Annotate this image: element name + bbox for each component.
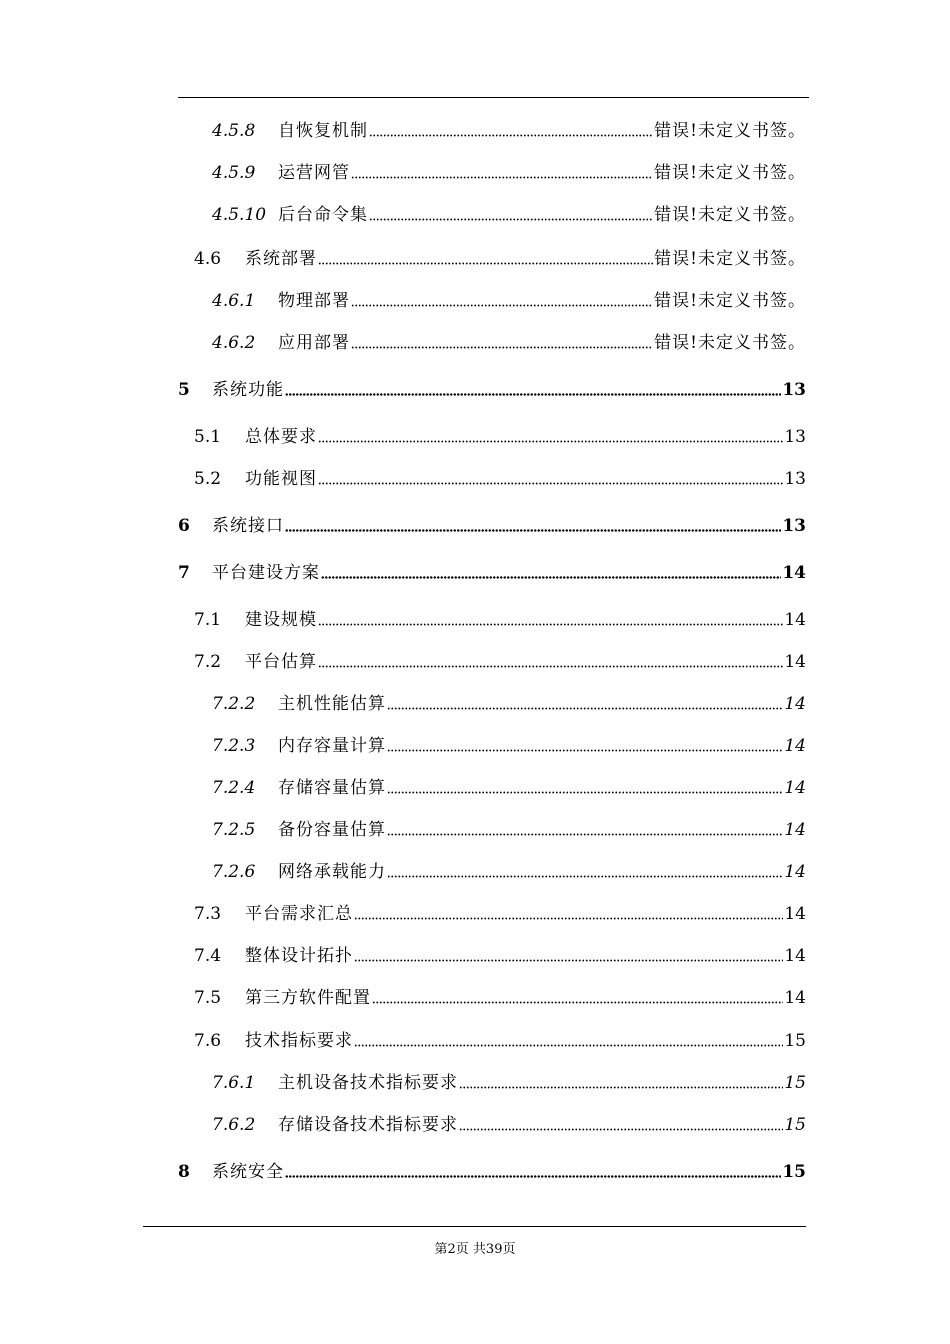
toc-entry[interactable] [212, 158, 806, 184]
toc-entry-page: 14 [784, 904, 806, 924]
toc-entry-page: 错误!未定义书签。 [654, 121, 806, 141]
toc-entry-title: 主机设备技术指标要求 [278, 1073, 458, 1093]
toc-entry-title: 整体设计拓扑 [245, 946, 353, 966]
toc-entry-number: 7.6.1 [212, 1073, 256, 1093]
toc-entry-number: 5.1 [194, 427, 222, 447]
toc-entry-number: 8 [178, 1162, 190, 1182]
toc-entry-page: 15 [784, 1073, 806, 1093]
toc-leader-dots [285, 392, 781, 397]
toc-entry[interactable] [212, 328, 806, 354]
toc-entry-page: 13 [784, 469, 806, 489]
toc-entry-page: 15 [784, 1031, 806, 1051]
toc-leader-dots [351, 345, 653, 350]
toc-entry[interactable] [212, 200, 806, 226]
toc-leader-dots [387, 874, 783, 879]
toc-entry[interactable] [194, 941, 806, 967]
toc-entry-page: 错误!未定义书签。 [654, 333, 806, 353]
toc-entry-number: 7.1 [194, 610, 222, 630]
toc-leader-dots [369, 217, 653, 222]
page-footer: 第2页 共39页 [434, 1242, 516, 1257]
toc-entry[interactable] [194, 647, 806, 673]
toc-entry[interactable] [212, 731, 806, 757]
toc-entry-page: 14 [784, 652, 806, 672]
toc-entry-title: 存储设备技术指标要求 [278, 1115, 458, 1135]
toc-entry-title: 后台命令集 [278, 205, 368, 225]
toc-entry-title: 系统功能 [212, 380, 284, 400]
toc-entry[interactable] [194, 605, 806, 631]
toc-entry-number: 7.2.3 [212, 736, 256, 756]
toc-entry-number: 4.6.1 [212, 291, 256, 311]
toc-entry[interactable] [194, 422, 806, 448]
header-rule [178, 97, 809, 98]
toc-entry-number: 7.2.5 [212, 820, 256, 840]
toc-entry[interactable] [194, 983, 806, 1009]
toc-entry[interactable] [178, 1157, 806, 1183]
toc-entry-title: 网络承载能力 [278, 862, 386, 882]
toc-entry-title: 建设规模 [245, 610, 317, 630]
toc-entry-page: 14 [784, 862, 806, 882]
toc-entry-number: 4.5.8 [212, 121, 256, 141]
toc-leader-dots [369, 133, 653, 138]
toc-entry-title: 平台估算 [245, 652, 317, 672]
toc-entry[interactable] [212, 815, 806, 841]
toc-entry-page: 14 [784, 736, 806, 756]
toc-leader-dots [318, 664, 783, 669]
toc-entry-page: 14 [784, 778, 806, 798]
toc-entry-number: 7.2.6 [212, 862, 256, 882]
toc-entry-title: 功能视图 [245, 469, 317, 489]
toc-entry[interactable] [212, 1068, 806, 1094]
toc-entry[interactable] [212, 773, 806, 799]
toc-entry-page: 13 [782, 380, 806, 400]
toc-entry-number: 7.3 [194, 904, 222, 924]
toc-entry-number: 4.6 [194, 249, 222, 269]
toc-entry-title: 自恢复机制 [278, 121, 368, 141]
toc-entry-number: 7.2.4 [212, 778, 256, 798]
toc-entry-title: 系统部署 [245, 249, 317, 269]
toc-entry-title: 平台需求汇总 [245, 904, 353, 924]
toc-entry-number: 6 [178, 516, 190, 536]
toc-entry-page: 13 [782, 516, 806, 536]
toc-entry-page: 15 [782, 1162, 806, 1182]
toc-entry-number: 7.4 [194, 946, 222, 966]
toc-entry-title: 备份容量估算 [278, 820, 386, 840]
toc-entry[interactable] [194, 899, 806, 925]
toc-entry[interactable] [212, 1110, 806, 1136]
toc-entry-title: 存储容量估算 [278, 778, 386, 798]
toc-entry-page: 14 [784, 610, 806, 630]
toc-leader-dots [387, 790, 783, 795]
toc-entry[interactable] [178, 558, 806, 584]
toc-entry-page: 错误!未定义书签。 [654, 205, 806, 225]
toc-entry-title: 运营网管 [278, 163, 350, 183]
toc-leader-dots [351, 303, 653, 308]
toc-leader-dots [387, 706, 783, 711]
toc-entry-page: 14 [784, 988, 806, 1008]
toc-leader-dots [372, 1000, 783, 1005]
toc-entry-title: 内存容量计算 [278, 736, 386, 756]
toc-entry-number: 7.5 [194, 988, 222, 1008]
toc-entry-title: 系统安全 [212, 1162, 284, 1182]
toc-leader-dots [354, 958, 783, 963]
toc-leader-dots [459, 1127, 783, 1132]
toc-entry-page: 15 [784, 1115, 806, 1135]
toc-leader-dots [285, 1174, 781, 1179]
toc-leader-dots [318, 439, 783, 444]
toc-entry-title: 技术指标要求 [245, 1031, 353, 1051]
toc-entry[interactable] [194, 1026, 806, 1052]
toc-leader-dots [318, 261, 653, 266]
toc-entry-page: 14 [784, 820, 806, 840]
toc-entry-number: 4.5.9 [212, 163, 256, 183]
toc-entry-number: 7.2.2 [212, 694, 256, 714]
toc-entry-page: 错误!未定义书签。 [654, 163, 806, 183]
toc-entry-number: 7 [178, 563, 190, 583]
toc-entry-page: 错误!未定义书签。 [654, 249, 806, 269]
toc-entry[interactable] [212, 857, 806, 883]
toc-leader-dots [318, 622, 783, 627]
toc-entry-title: 第三方软件配置 [245, 988, 371, 1008]
toc-entry-page: 14 [784, 694, 806, 714]
toc-entry[interactable] [212, 116, 806, 142]
toc-entry-number: 4.6.2 [212, 333, 256, 353]
toc-entry[interactable] [178, 511, 806, 537]
toc-leader-dots [321, 575, 781, 580]
toc-entry[interactable] [194, 244, 806, 270]
toc-leader-dots [351, 175, 653, 180]
toc-entry-page: 错误!未定义书签。 [654, 291, 806, 311]
toc-entry-number: 7.6 [194, 1031, 222, 1051]
toc-leader-dots [459, 1085, 783, 1090]
toc-entry[interactable] [178, 375, 806, 401]
toc-entry[interactable] [212, 689, 806, 715]
toc-leader-dots [354, 1043, 783, 1048]
toc-entry-title: 主机性能估算 [278, 694, 386, 714]
toc-entry-page: 13 [784, 427, 806, 447]
toc-entry[interactable] [194, 464, 806, 490]
toc-entry-number: 7.6.2 [212, 1115, 256, 1135]
toc-entry-number: 5.2 [194, 469, 222, 489]
toc-entry[interactable] [212, 286, 806, 312]
toc-leader-dots [387, 832, 783, 837]
toc-entry-title: 平台建设方案 [212, 563, 320, 583]
toc-leader-dots [285, 528, 781, 533]
toc-entry-page: 14 [782, 563, 806, 583]
toc-entry-page: 14 [784, 946, 806, 966]
toc-leader-dots [387, 748, 783, 753]
footer-rule [143, 1226, 806, 1227]
toc-entry-number: 4.5.10 [212, 205, 267, 225]
toc-entry-number: 5 [178, 380, 190, 400]
toc-entry-title: 系统接口 [212, 516, 284, 536]
toc-leader-dots [318, 481, 783, 486]
toc-entry-number: 7.2 [194, 652, 222, 672]
toc-entry-title: 应用部署 [278, 333, 350, 353]
toc-leader-dots [354, 916, 783, 921]
toc-entry-title: 总体要求 [245, 427, 317, 447]
toc-entry-title: 物理部署 [278, 291, 350, 311]
